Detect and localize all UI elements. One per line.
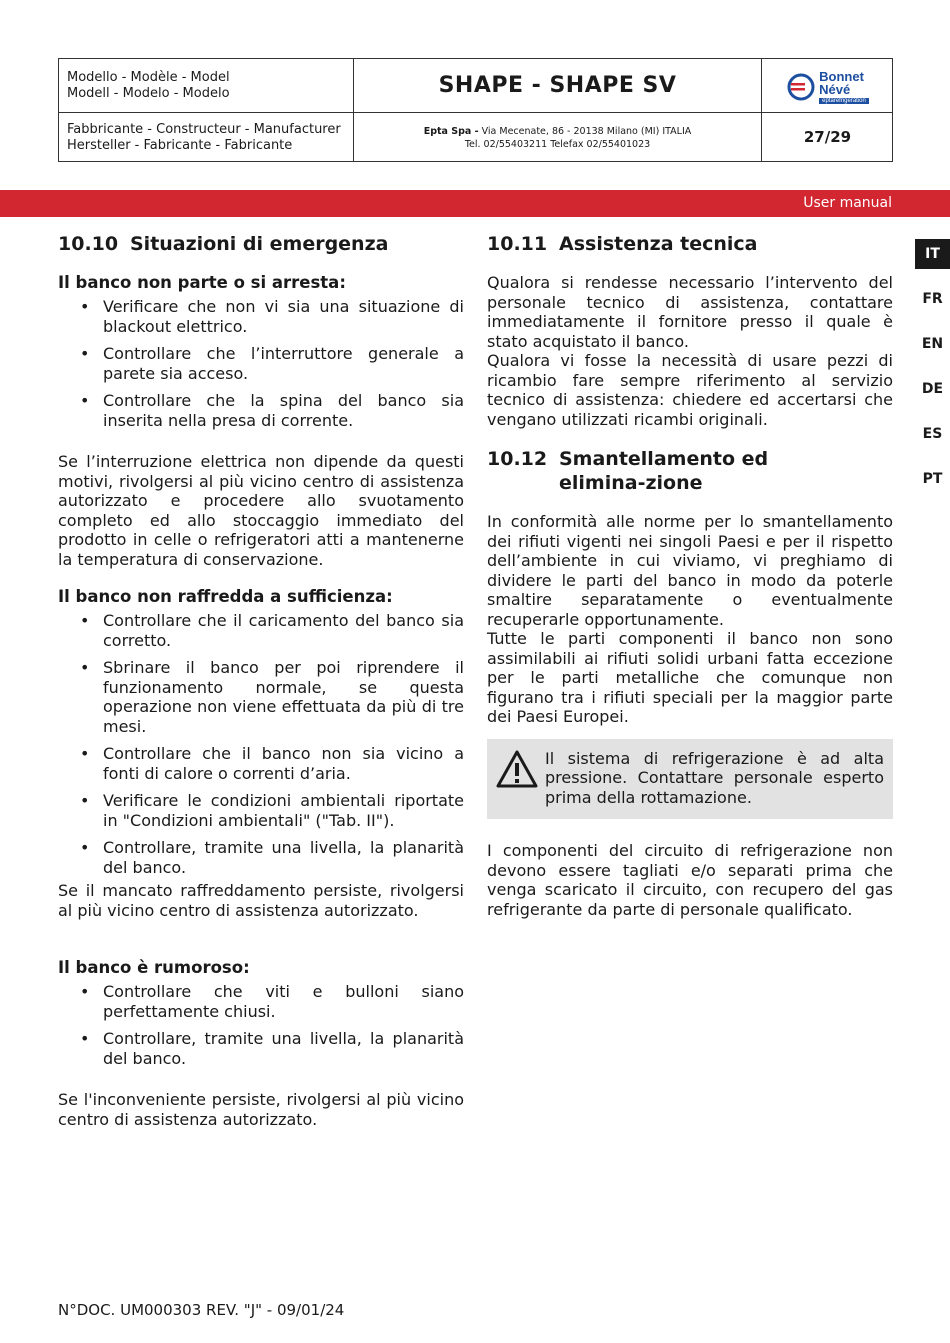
paragraph-noise-persists: Se l'inconveniente persiste, rivolgersi al più vicino centro di assistenza autorizzato.: [58, 1090, 464, 1129]
manufacturer-label-line1: Fabbricante - Constructeur - Manufacturer: [67, 122, 341, 137]
manufacturer-label-line2: Hersteller - Fabricante - Fabricante: [67, 138, 293, 153]
document-number: N°DOC. UM000303 REV. "J" - 09/01/24: [58, 1301, 345, 1319]
euro-logo-icon: [786, 72, 816, 102]
list-item: • Controllare che il banco non sia vicino a fonti di calore o correnti d’aria.: [58, 744, 464, 783]
paragraph-disposal-1: In conformità alle norme per lo smantellamento dei rifiuti vigenti nei singoli Paesi e per il rispetto dell’ambiente in cui viviamo, vi preghiamo di dividere le parti del banco in modo da poterle smaltire separatamente o eventualmente recuperarle opportunamente.: [487, 512, 893, 629]
warning-text: Il sistema di refrigerazione è ad alta pressione. Contattare personale esperto prima della rottamazione.: [545, 748, 884, 807]
section-banner: [0, 190, 950, 217]
warning-icon: [495, 749, 545, 808]
section-heading-10-12: [487, 447, 893, 495]
tab-es[interactable]: ES: [922, 426, 943, 442]
phone-text: Tel. 02/55403211 Telefax 02/55401023: [464, 139, 651, 150]
paragraph-assistance-2: Qualora vi fosse la necessità di usare pezzi di ricambio fare sempre riferimento al servizio tecnico di assistenza: chiedere ed accertarsi che vengano utilizzati ricambi originali.: [487, 351, 893, 429]
group-title-not-cooling: Il banco non raffredda a sufficienza:: [58, 587, 393, 606]
model-label-line1: Modello - Modèle - Model: [67, 70, 230, 85]
model-title: SHAPE - SHAPE SV: [438, 73, 677, 98]
section-title: Situazioni di emergenza: [130, 233, 389, 255]
banner-label: User manual: [803, 195, 892, 211]
manufacturer-address: [354, 125, 761, 151]
list-item: • Controllare, tramite una livella, la planarità del banco.: [58, 1029, 464, 1068]
logo-line1: Bonnet: [819, 69, 864, 84]
list-item: • Controllare che l’interruttore generale a parete sia acceso.: [58, 344, 464, 383]
model-label: [67, 70, 347, 102]
section-heading-10-11: [487, 232, 893, 256]
manufacturer-label: [67, 122, 347, 154]
section-number: 10.10: [58, 233, 119, 255]
address-text: Via Mecenate, 86 - 20138 Milano (MI) ITALIA: [481, 126, 692, 137]
group-title-noisy: Il banco è rumoroso:: [58, 958, 250, 977]
list-not-cooling: [58, 611, 464, 877]
list-noisy: [58, 982, 464, 1068]
header-table: [58, 58, 893, 162]
list-item: • Sbrinare il banco per poi riprendere il funzionamento normale, se questa operazione non viene effettuata da più di tre mesi.: [58, 658, 464, 736]
list-item: • Controllare, tramite una livella, la planarità del banco.: [58, 838, 464, 877]
list-item: • Controllare che la spina del banco sia inserita nella presa di corrente.: [58, 391, 464, 430]
tab-en[interactable]: EN: [921, 336, 944, 352]
brand-logo: [762, 63, 893, 111]
list-item: • Controllare che il caricamento del banco sia corretto.: [58, 611, 464, 650]
group-title-not-starting: Il banco non parte o si arresta:: [58, 273, 346, 292]
list-item: • Verificare che non vi sia una situazione di blackout elettrico.: [58, 297, 464, 336]
paragraph-assistance-1: Qualora si rendesse necessario l’intervento del personale tecnico di assistenza, contattare immediatamente il fornitore presso il quale è stato acquistato il banco.: [487, 273, 893, 351]
section-number: 10.12: [487, 448, 548, 470]
tab-pt[interactable]: PT: [922, 471, 943, 487]
tab-fr[interactable]: FR: [922, 291, 943, 307]
list-item: • Controllare che viti e bulloni siano perfettamente chiusi.: [58, 982, 464, 1021]
section-title: Assistenza tecnica: [559, 233, 758, 255]
list-not-starting: [58, 297, 464, 430]
paragraph-power-failure: Se l’interruzione elettrica non dipende da questi motivi, rivolgersi al più vicino centro di assistenza autorizzato e procedere allo svuotamento completo ed allo stoccaggio immediato del prodotto in celle o refrigeratori atti a mantenerne la temperatura di conservazione.: [58, 452, 464, 569]
page-number: 27/29: [803, 128, 852, 146]
language-tabs: [915, 239, 950, 509]
section-heading-10-10: [58, 232, 464, 256]
left-column: [58, 232, 464, 1129]
list-item: • Verificare le condizioni ambientali riportate in "Condizioni ambientali" ("Tab. II").: [58, 791, 464, 830]
logo-line2: Névé: [819, 82, 851, 97]
tab-de[interactable]: DE: [921, 381, 944, 397]
paragraph-cooling-persists: Se il mancato raffreddamento persiste, rivolgersi al più vicino centro di assistenza autorizzato.: [58, 881, 464, 920]
section-number: 10.11: [487, 233, 548, 255]
logo-tag: eptarefrigeration: [819, 98, 869, 104]
model-label-line2: Modell - Modelo - Modelo: [67, 86, 230, 101]
paragraph-disposal-3: I componenti del circuito di refrigerazione non devono essere tagliati e/o separati prima che venga scaricato il circuito, con recupero del gas refrigerante da parte di personale qualificato.: [487, 841, 893, 919]
tab-it[interactable]: IT: [915, 239, 950, 269]
section-title: Smantellamento ed elimina-zione: [559, 448, 769, 494]
paragraph-disposal-2: Tutte le parti componenti il banco non sono assimilabili ai rifiuti solidi urbani fatta eccezione per le parti metalliche che comunque non figurano tra i rifiuti speciali per la maggior parte dei Paesi Europei.: [487, 629, 893, 726]
right-column: [487, 232, 893, 919]
company-name: Epta Spa -: [423, 126, 479, 137]
warning-box: [487, 739, 893, 820]
